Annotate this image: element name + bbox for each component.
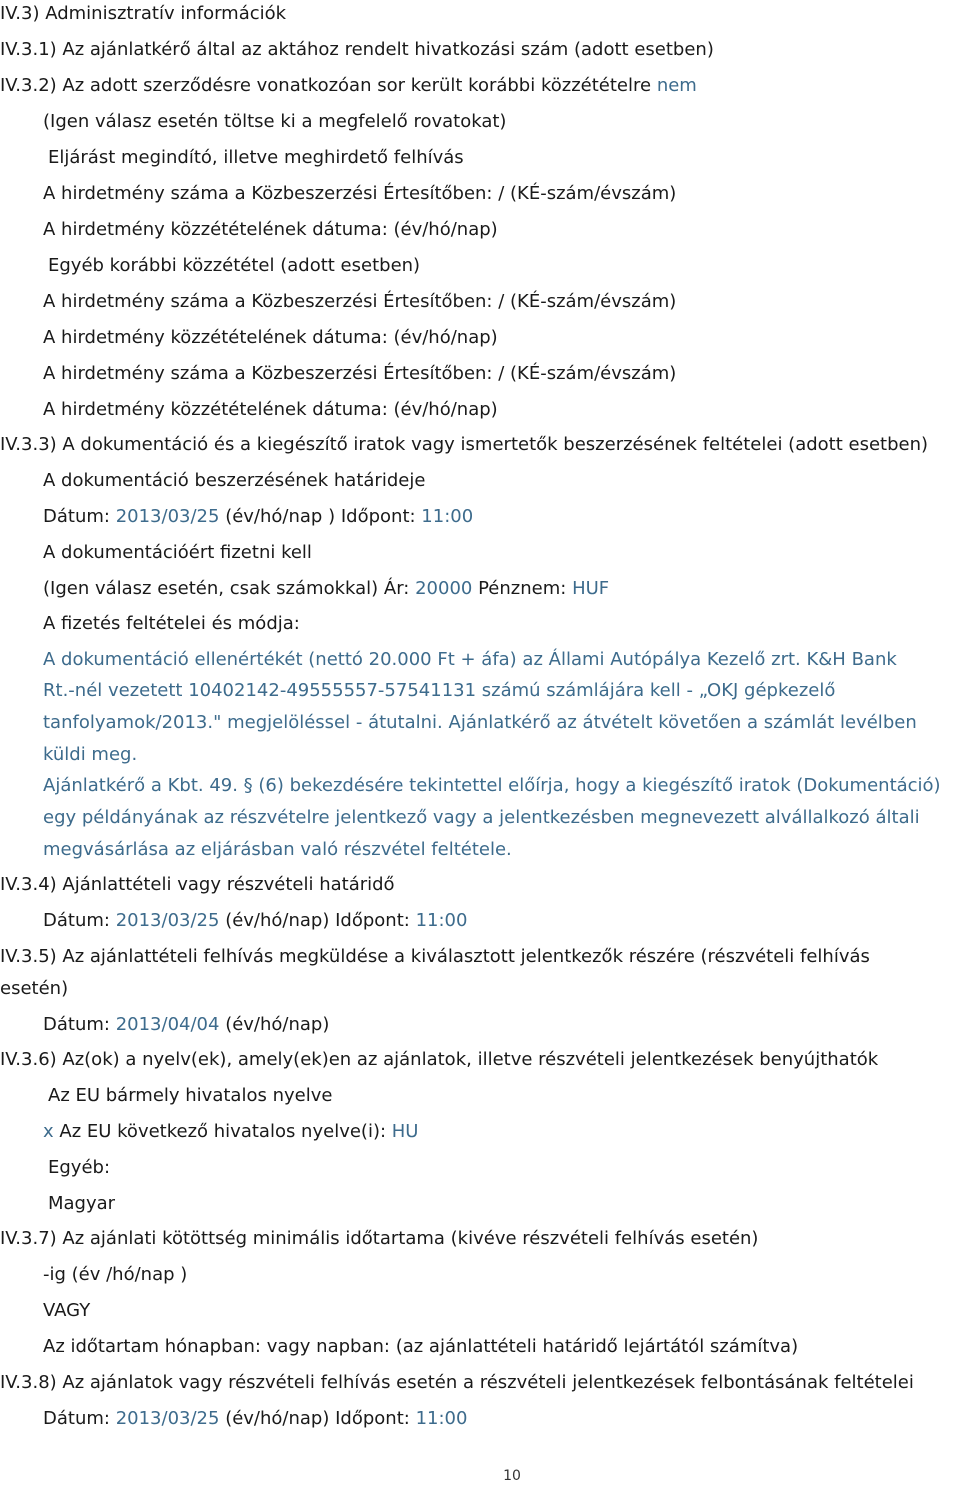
dokumentacio-hatarido-label: A dokumentáció beszerzésének határideje bbox=[43, 470, 426, 491]
page-number: 10 bbox=[503, 1468, 521, 1484]
section-iv34: IV.3.4) Ajánlattételi vagy részvételi határidő bbox=[0, 874, 395, 895]
dokumentacio-datum-line bbox=[43, 504, 473, 530]
kototseg-idotartam: Az időtartam hónapban: vagy napban: (az ajánlattételi határidő lejártától számítva) bbox=[43, 1336, 799, 1357]
section-iv37: IV.3.7) Az ajánlati kötöttség minimális időtartama (kivéve részvételi felhívás esetén) bbox=[0, 1228, 759, 1249]
selected-mark: x bbox=[43, 1121, 54, 1142]
kototseg-vagy: VAGY bbox=[43, 1300, 91, 1321]
nyelv-egyeb-label: Egyéb: bbox=[48, 1157, 111, 1178]
hirdetmeny-datum-1: A hirdetmény közzétételének dátuma: (év/hó/nap) bbox=[43, 219, 498, 240]
idopont-label: Időpont: bbox=[335, 1408, 410, 1429]
section-iv32 bbox=[0, 73, 697, 99]
datum-format: (év/hó/nap) bbox=[225, 910, 330, 931]
nyelv-kovetkezo-label: Az EU következő hivatalos nyelve(i): bbox=[59, 1121, 387, 1142]
kototseg-ig: -ig (év /hó/nap ) bbox=[43, 1264, 188, 1285]
hirdetmeny-szama-3: A hirdetmény száma a Közbeszerzési Értesítőben: / (KÉ-szám/évszám) bbox=[43, 363, 677, 384]
hirdetmeny-szama-2: A hirdetmény száma a Közbeszerzési Értesítőben: / (KÉ-szám/évszám) bbox=[43, 291, 677, 312]
hirdetmeny-datum-2: A hirdetmény közzétételének dátuma: (év/hó/nap) bbox=[43, 327, 498, 348]
fizetes-text-line-1: A dokumentáció ellenértékét (nettó 20.000 Ft + áfa) az Állami Autópálya Kezelő zrt. K&H Bank bbox=[43, 649, 897, 670]
datum-format: (év/hó/nap ) bbox=[225, 506, 336, 527]
kbt-text-line-2: egy példányának az részvételre jelentkező vagy a jelentkezésben megnevezett alvállalkozó általi bbox=[43, 807, 920, 828]
kbt-text-line-3: megvásárlása az eljárásban való részvétel feltétele. bbox=[43, 839, 512, 860]
felbontas-datum-line bbox=[43, 1406, 467, 1432]
datum-format: (év/hó/nap) bbox=[225, 1408, 330, 1429]
fizetni-kell-label: A dokumentációért fizetni kell bbox=[43, 542, 312, 563]
datum-label: Dátum: bbox=[43, 1014, 110, 1035]
eljaras-label: Eljárást megindító, illetve meghirdető felhívás bbox=[48, 147, 464, 168]
idopont-value: 11:00 bbox=[415, 910, 468, 931]
fizetes-text-line-2: Rt.-nél vezetett 10402142-49555557-57541131 számú számlájára kell - „OKJ gépkezelő bbox=[43, 680, 836, 701]
idopont-value: 11:00 bbox=[421, 506, 474, 527]
section-iv32-value: nem bbox=[656, 75, 697, 96]
idopont-label: Időpont: bbox=[335, 910, 410, 931]
fizetes-text-line-3: tanfolyamok/2013." megjelöléssel - átutalni. Ajánlatkérő az átvételt követően a számlát levélben bbox=[43, 712, 917, 733]
nyelv-kovetkezo-option bbox=[43, 1119, 418, 1145]
ar-label: (Igen válasz esetén, csak számokkal) Ár: bbox=[43, 578, 410, 599]
megkuldes-datum-line bbox=[43, 1012, 329, 1038]
egyeb-korabbi-label: Egyéb korábbi közzététel (adott esetben) bbox=[48, 255, 421, 276]
section-iv35-line-1: IV.3.5) Az ajánlattételi felhívás megküldése a kiválasztott jelentkezők részére (részvételi felhívás bbox=[0, 946, 870, 967]
kbt-text-line-1: Ajánlatkérő a Kbt. 49. § (6) bekezdésére tekintettel előírja, hogy a kiegészítő iratok (Dokumentáció) bbox=[43, 775, 941, 796]
section-iv32-text: IV.3.2) Az adott szerződésre vonatkozóan sor került korábbi közzétételre bbox=[0, 75, 652, 96]
section-iv38: IV.3.8) Az ajánlatok vagy részvételi felhívás esetén a részvételi jelentkezések felbontásának feltételei bbox=[0, 1372, 914, 1393]
ar-line bbox=[43, 576, 609, 602]
datum-label: Dátum: bbox=[43, 910, 110, 931]
section-iv35-line-2: esetén) bbox=[0, 978, 69, 999]
nyelv-barmely-option: Az EU bármely hivatalos nyelve bbox=[48, 1085, 333, 1106]
section-iv3-title: IV.3) Adminisztratív információk bbox=[0, 3, 287, 24]
hatarido-datum-line bbox=[43, 908, 467, 934]
section-iv36: IV.3.6) Az(ok) a nyelv(ek), amely(ek)en az ajánlatok, illetve részvételi jelentkezések benyújthatók bbox=[0, 1049, 879, 1070]
hirdetmeny-szama-1: A hirdetmény száma a Közbeszerzési Értesítőben: / (KÉ-szám/évszám) bbox=[43, 183, 677, 204]
fizetes-text-line-4: küldi meg. bbox=[43, 744, 138, 765]
datum-value: 2013/04/04 bbox=[115, 1014, 220, 1035]
datum-value: 2013/03/25 bbox=[115, 506, 220, 527]
datum-label: Dátum: bbox=[43, 506, 110, 527]
datum-format: (év/hó/nap) bbox=[225, 1014, 330, 1035]
nyelv-magyar: Magyar bbox=[48, 1193, 116, 1214]
section-iv31: IV.3.1) Az ajánlatkérő által az aktához rendelt hivatkozási szám (adott esetben) bbox=[0, 39, 714, 60]
datum-value: 2013/03/25 bbox=[115, 910, 220, 931]
idopont-label: Időpont: bbox=[340, 506, 416, 527]
penznem-value: HUF bbox=[572, 578, 610, 599]
datum-label: Dátum: bbox=[43, 1408, 110, 1429]
idopont-value: 11:00 bbox=[415, 1408, 468, 1429]
fizetes-feltetelei-label: A fizetés feltételei és módja: bbox=[43, 613, 300, 634]
section-iv33: IV.3.3) A dokumentáció és a kiegészítő iratok vagy ismertetők beszerzésének feltételei (adott esetben) bbox=[0, 434, 929, 455]
datum-value: 2013/03/25 bbox=[115, 1408, 220, 1429]
ar-value: 20000 bbox=[415, 578, 473, 599]
igen-note: (Igen válasz esetén töltse ki a megfelelő rovatokat) bbox=[43, 111, 507, 132]
nyelv-value: HU bbox=[391, 1121, 419, 1142]
hirdetmeny-datum-3: A hirdetmény közzétételének dátuma: (év/hó/nap) bbox=[43, 399, 498, 420]
penznem-label: Pénznem: bbox=[478, 578, 567, 599]
